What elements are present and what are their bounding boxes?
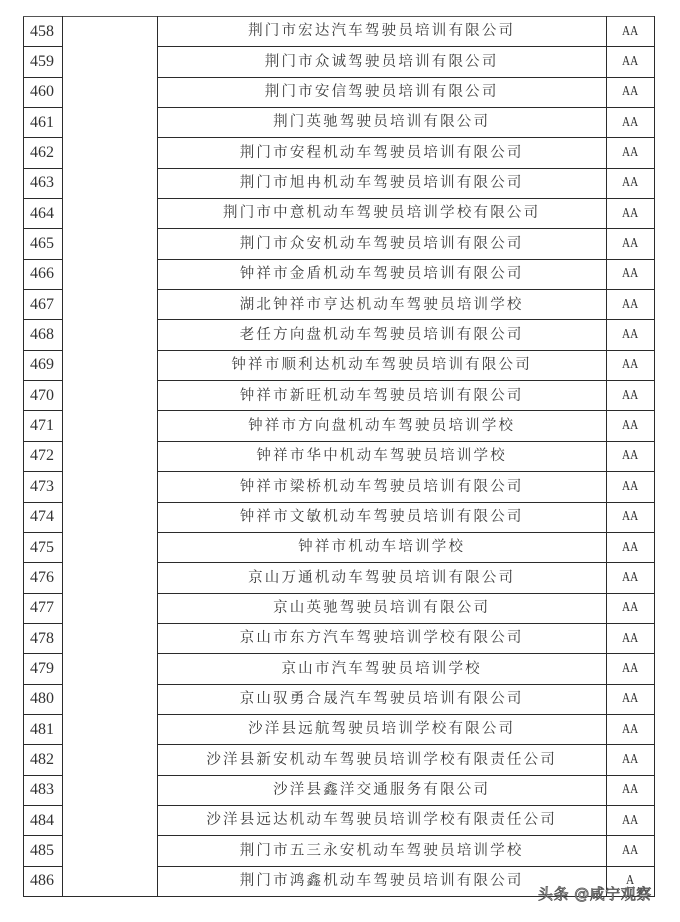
row-number: 468 [24,320,63,350]
row-number: 474 [24,502,63,532]
company-name: 钟祥市顺利达机动车驾驶员培训有限公司 [157,350,606,380]
rating-grade-cell [606,411,654,441]
rating-grade-cell [606,532,654,562]
rating-grade: AA [622,205,639,221]
company-name: 京山市东方汽车驾驶培训学校有限公司 [157,623,606,653]
row-number: 463 [24,168,63,198]
watermark: 头条 @咸宁观察 [538,885,652,903]
company-name: 京山驭勇合晟汽车驾驶员培训有限公司 [157,684,606,714]
rating-grade: AA [622,569,639,585]
company-name: 荆门市鸿鑫机动车驾驶员培训有限公司 [157,866,606,896]
row-number: 479 [24,654,63,684]
company-name: 钟祥市方向盘机动车驾驶员培训学校 [157,411,606,441]
company-name: 沙洋县鑫洋交通服务有限公司 [157,775,606,805]
row-number: 458 [24,17,63,47]
rating-grade-cell [606,623,654,653]
row-number: 481 [24,714,63,744]
row-number: 482 [24,745,63,775]
row-number: 483 [24,775,63,805]
company-name: 京山万通机动车驾驶员培训有限公司 [157,563,606,593]
row-number: 470 [24,381,63,411]
rating-grade-cell [606,138,654,168]
company-name: 荆门市五三永安机动车驾驶员培训学校 [157,836,606,866]
company-name: 钟祥市金盾机动车驾驶员培训有限公司 [157,259,606,289]
row-number: 480 [24,684,63,714]
rating-grade: AA [622,539,639,555]
row-number: 473 [24,472,63,502]
company-name: 湖北钟祥市亨达机动车驾驶员培训学校 [157,290,606,320]
rating-grade: AA [622,478,639,494]
company-name: 荆门市安信驾驶员培训有限公司 [157,77,606,107]
company-name: 京山英驰驾驶员培训有限公司 [157,593,606,623]
rating-grade: AA [622,600,639,616]
rating-grade: AA [622,266,639,282]
rating-grade-cell [606,168,654,198]
company-name: 钟祥市新旺机动车驾驶员培训有限公司 [157,381,606,411]
rating-grade: AA [622,145,639,161]
rating-grade: AA [622,509,639,525]
rating-grade-cell [606,684,654,714]
rating-grade: AA [622,812,639,828]
company-name: 沙洋县远航驾驶员培训学校有限公司 [157,714,606,744]
row-number: 478 [24,623,63,653]
rating-grade-cell [606,714,654,744]
rating-grade-cell [606,654,654,684]
company-name: 老任方向盘机动车驾驶员培训有限公司 [157,320,606,350]
table-body [24,17,655,897]
rating-grade: AA [622,448,639,464]
rating-grade-cell [606,320,654,350]
row-number: 484 [24,805,63,835]
row-number: 486 [24,866,63,896]
row-number: 471 [24,411,63,441]
row-number: 476 [24,563,63,593]
row-number: 460 [24,77,63,107]
region-column-merged-cell [63,17,157,897]
rating-grade: AA [622,751,639,767]
row-number: 464 [24,199,63,229]
rating-grade-cell [606,381,654,411]
rating-grade: AA [622,357,639,373]
rating-grade-cell [606,745,654,775]
company-name: 荆门市旭冉机动车驾驶员培训有限公司 [157,168,606,198]
row-number: 485 [24,836,63,866]
company-name: 钟祥市梁桥机动车驾驶员培训有限公司 [157,472,606,502]
rating-grade: AA [622,630,639,646]
row-number: 459 [24,47,63,77]
table-row [24,17,655,47]
company-name: 荆门市众安机动车驾驶员培训有限公司 [157,229,606,259]
rating-grade-cell [606,290,654,320]
company-name: 沙洋县远达机动车驾驶员培训学校有限责任公司 [157,805,606,835]
rating-grade: AA [622,660,639,676]
driving-school-rating-table [23,16,655,897]
rating-grade: AA [622,236,639,252]
rating-grade-cell [606,441,654,471]
row-number: 461 [24,108,63,138]
row-number: 469 [24,350,63,380]
rating-grade: AA [622,296,639,312]
rating-grade-cell [606,17,654,47]
rating-grade: AA [622,327,639,343]
company-name: 钟祥市机动车培训学校 [157,532,606,562]
rating-grade-cell [606,108,654,138]
rating-grade: AA [622,84,639,100]
rating-grade: AA [622,842,639,858]
company-name: 荆门市中意机动车驾驶员培训学校有限公司 [157,199,606,229]
company-name: 钟祥市华中机动车驾驶员培训学校 [157,441,606,471]
rating-grade: A [626,873,635,889]
company-name: 京山市汽车驾驶员培训学校 [157,654,606,684]
rating-grade-cell [606,836,654,866]
rating-grade-cell [606,805,654,835]
rating-grade: AA [622,418,639,434]
row-number: 477 [24,593,63,623]
row-number: 472 [24,441,63,471]
row-number: 475 [24,532,63,562]
rating-grade-cell [606,472,654,502]
rating-grade-cell [606,502,654,532]
rating-grade-cell [606,563,654,593]
rating-grade-cell [606,350,654,380]
rating-grade-cell [606,775,654,805]
rating-grade: AA [622,54,639,70]
rating-grade: AA [622,721,639,737]
rating-grade: AA [622,691,639,707]
company-name: 荆门市安程机动车驾驶员培训有限公司 [157,138,606,168]
rating-grade: AA [622,782,639,798]
rating-grade: AA [622,23,639,39]
rating-grade-cell [606,199,654,229]
company-name: 荆门市众诚驾驶员培训有限公司 [157,47,606,77]
row-number: 467 [24,290,63,320]
company-name: 沙洋县新安机动车驾驶员培训学校有限责任公司 [157,745,606,775]
rating-grade-cell [606,593,654,623]
row-number: 466 [24,259,63,289]
rating-grade: AA [622,114,639,130]
rating-grade: AA [622,387,639,403]
rating-grade-cell [606,259,654,289]
rating-grade-cell [606,77,654,107]
company-name: 钟祥市文敏机动车驾驶员培训有限公司 [157,502,606,532]
company-name: 荆门市宏达汽车驾驶员培训有限公司 [157,17,606,47]
company-name: 荆门英驰驾驶员培训有限公司 [157,108,606,138]
row-number: 465 [24,229,63,259]
rating-grade-cell [606,47,654,77]
row-number: 462 [24,138,63,168]
rating-grade-cell [606,229,654,259]
rating-grade: AA [622,175,639,191]
